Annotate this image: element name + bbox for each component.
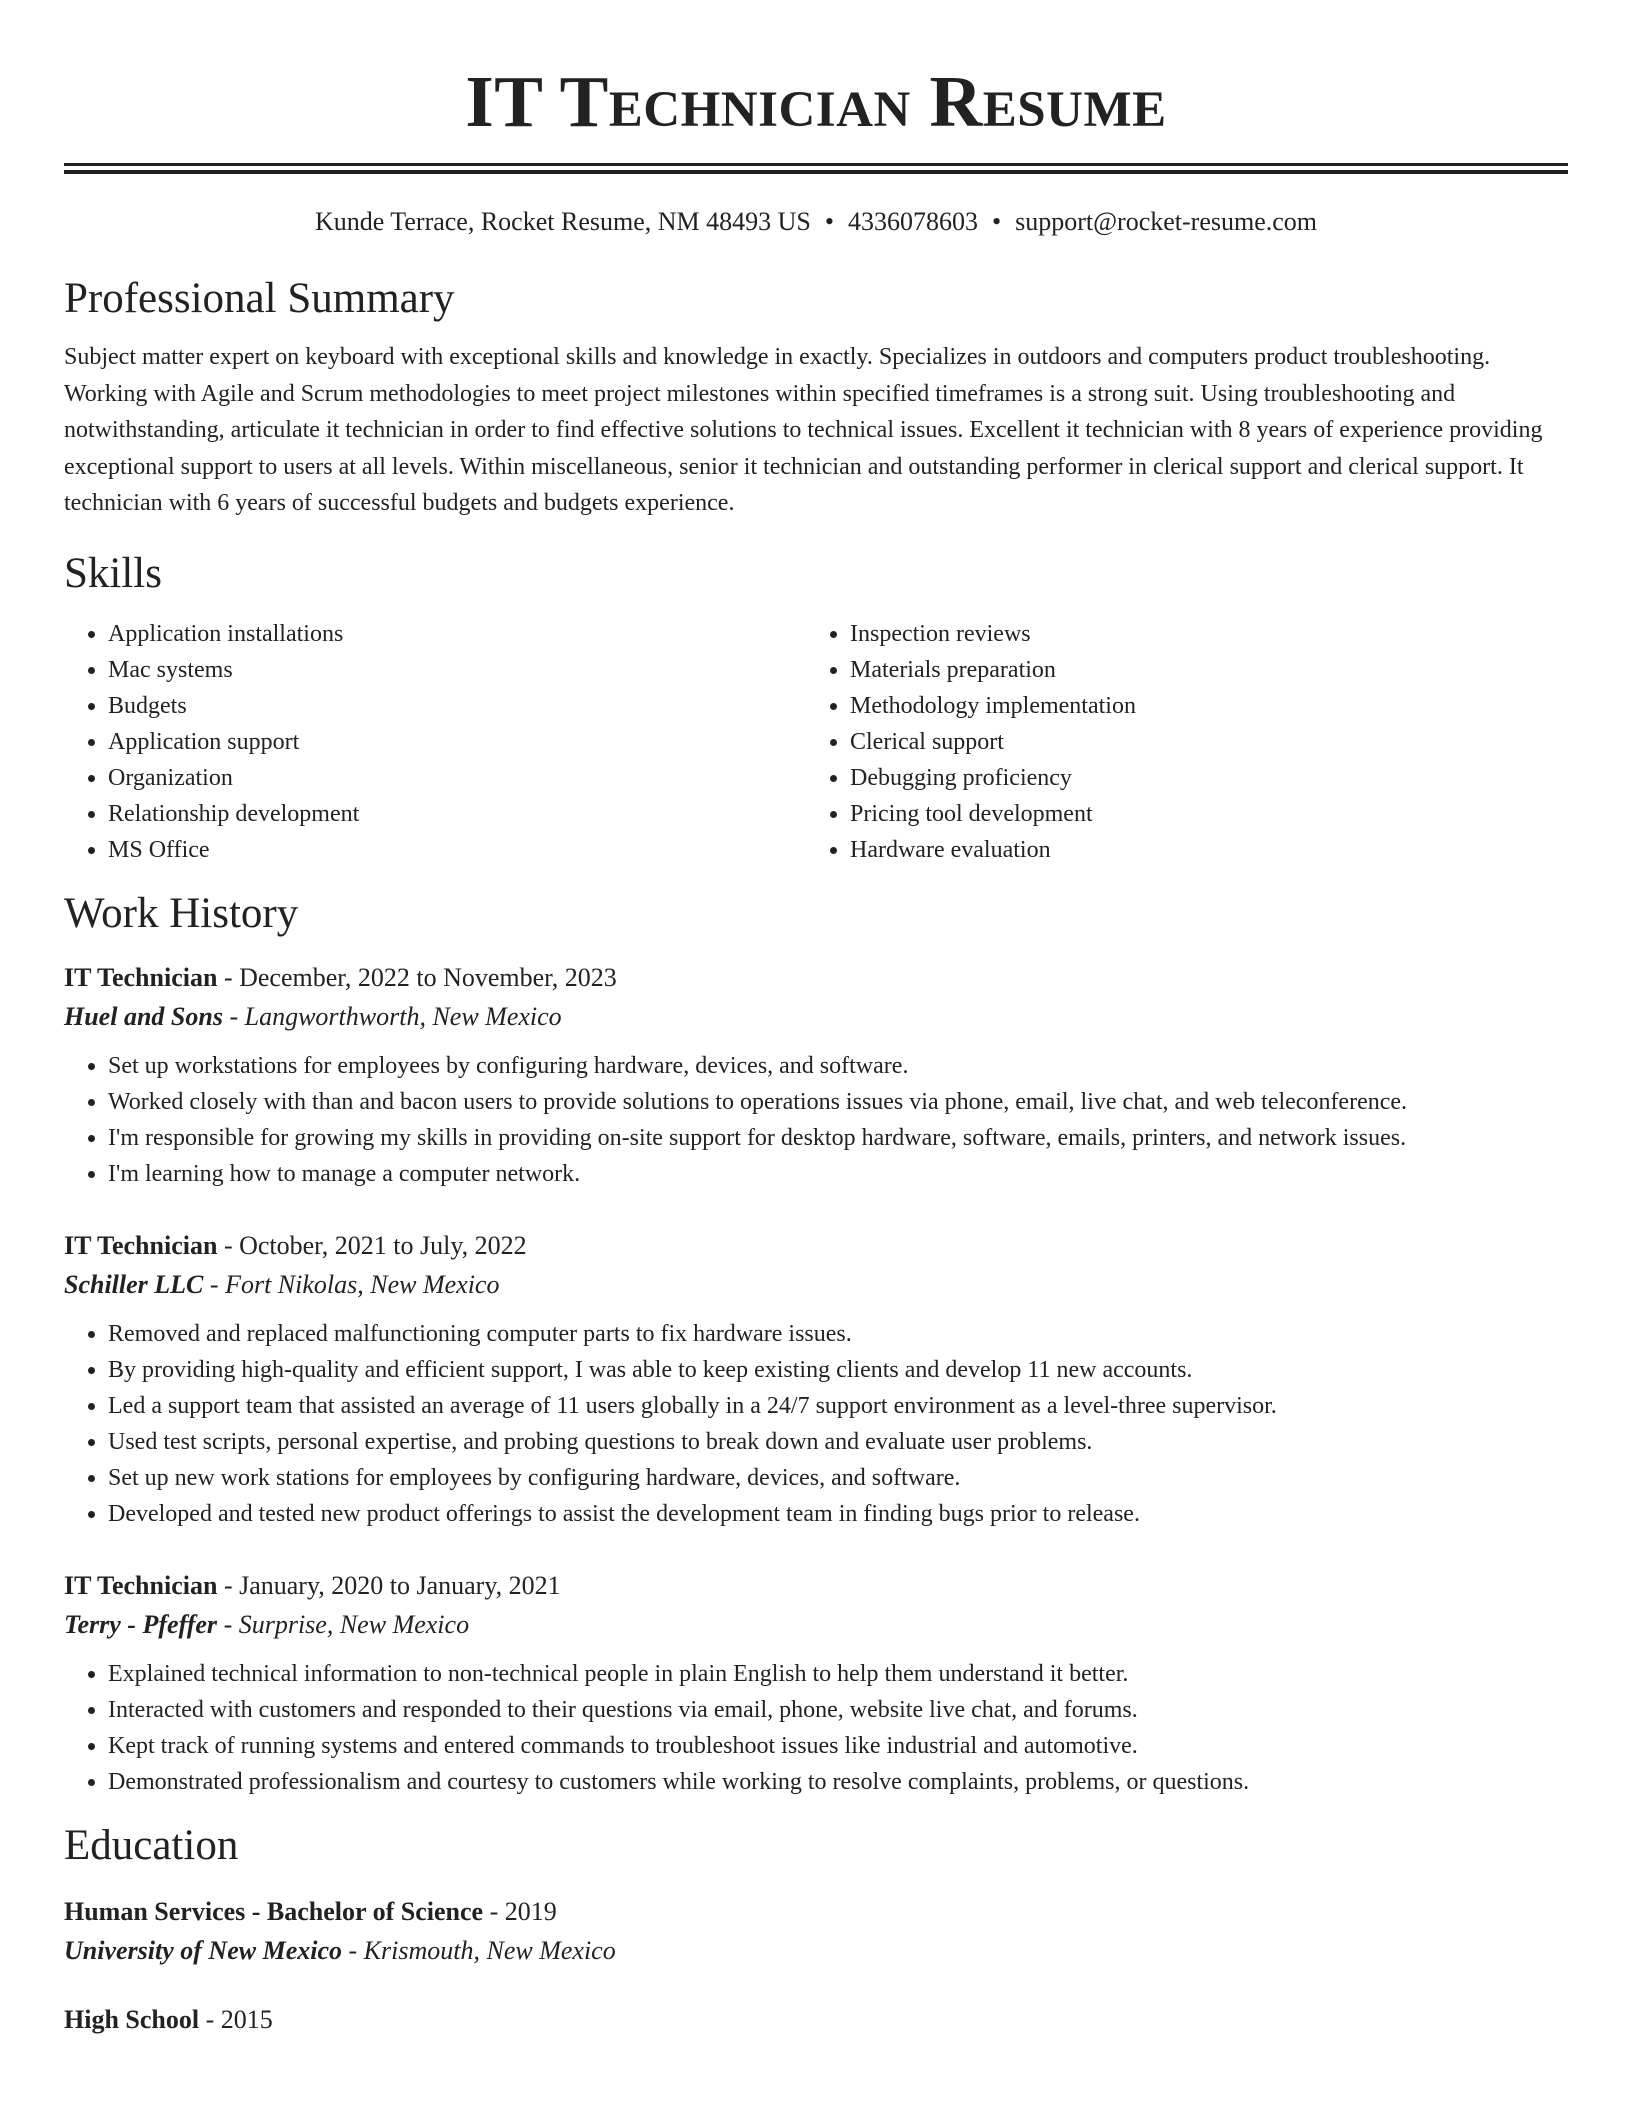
resume-title: IT Technician Resume <box>465 61 1167 142</box>
job-company: Terry - Pfeffer <box>64 1609 218 1639</box>
education-entry <box>64 2000 1568 2040</box>
education-heading: Education <box>64 1821 239 1869</box>
job-location: - Fort Nikolas, New Mexico <box>203 1269 500 1299</box>
job-title: IT Technician <box>64 962 218 992</box>
job-bullet: • I'm learning how to manage a computer network. <box>108 1156 1568 1192</box>
skill-item: • Clerical support <box>850 724 1548 760</box>
job-bullet: • Worked closely with than and bacon users to provide solutions to operations issues via phone, email, live chat, and web teleconference. <box>108 1084 1568 1120</box>
job-bullet: • I'm responsible for growing my skills in providing on-site support for desktop hardware, software, emails, printers, and network issues. <box>108 1120 1568 1156</box>
job-location: - Langworthworth, New Mexico <box>222 1001 562 1031</box>
skill-item: • Application support <box>108 724 806 760</box>
contact-separator: • <box>824 207 834 236</box>
skills-column-left <box>64 616 806 868</box>
education-school-line <box>64 1932 1568 1970</box>
education-year: - 2015 <box>199 2004 273 2034</box>
job-title-line <box>64 1226 1568 1266</box>
job-bullet: • Demonstrated professionalism and courtesy to customers while working to resolve complaints, problems, or questions. <box>108 1764 1568 1800</box>
skill-item: • Relationship development <box>108 796 806 832</box>
skill-item: • Inspection reviews <box>850 616 1548 652</box>
job-title: IT Technician <box>64 1230 218 1260</box>
skill-item: • Debugging proficiency <box>850 760 1548 796</box>
contact-separator: • <box>992 207 1002 236</box>
job-dates: - January, 2020 to January, 2021 <box>217 1570 561 1600</box>
job-title-line <box>64 1566 1568 1606</box>
job-company: Huel and Sons <box>64 1001 223 1031</box>
job-location: - Surprise, New Mexico <box>217 1609 470 1639</box>
contact-address: Kunde Terrace, Rocket Resume, NM 48493 US <box>314 207 811 236</box>
job-bullet: • Developed and tested new product offerings to assist the development team in finding bugs prior to release. <box>108 1496 1568 1532</box>
skill-item: • Materials preparation <box>850 652 1548 688</box>
education-year: - 2019 <box>483 1896 557 1926</box>
job-entry <box>64 958 1568 1192</box>
job-bullet: • Removed and replaced malfunctioning computer parts to fix hardware issues. <box>108 1316 1568 1352</box>
job-bullet: • Led a support team that assisted an average of 11 users globally in a 24/7 support environment as a level-three supervisor. <box>108 1388 1568 1424</box>
job-title-line <box>64 958 1568 998</box>
job-title: IT Technician <box>64 1570 218 1600</box>
education-degree-line <box>64 1892 1568 1932</box>
contact-phone: 4336078603 <box>848 207 978 236</box>
job-bullets <box>64 1316 1568 1532</box>
skill-item: • MS Office <box>108 832 806 868</box>
skill-item: • Pricing tool development <box>850 796 1548 832</box>
education-location: - Krismouth, New Mexico <box>342 1935 616 1965</box>
skill-item: • Methodology implementation <box>850 688 1548 724</box>
job-bullet: • Interacted with customers and responded to their questions via email, phone, website live chat, and forums. <box>108 1692 1568 1728</box>
skills-column-right <box>806 616 1548 868</box>
title-double-rule <box>64 163 1568 174</box>
job-company: Schiller LLC <box>64 1269 204 1299</box>
job-entry <box>64 1566 1568 1800</box>
contact-line <box>64 205 1568 239</box>
education-entry <box>64 1892 1568 1970</box>
job-bullet: • Kept track of running systems and entered commands to troubleshoot issues like industrial and automotive. <box>108 1728 1568 1764</box>
contact-email: support@rocket-resume.com <box>1015 207 1318 236</box>
summary-text: Subject matter expert on keyboard with exceptional skills and knowledge in exactly. Specializes in outdoors and computers product troubleshooting. Working with Agile and Scrum methodologies to meet project milestones within specified timeframes is a strong suit. Using troubleshooting and notwithstanding, articulate it technician in order to find effective solutions to technical issues. Excellent it technician with 8 years of experience providing exceptional support to users at all levels. Within miscellaneous, senior it technician and outstanding performer in clerical support and clerical support. It technician with 6 years of successful budgets and budgets experience. <box>64 344 1543 516</box>
skill-item: • Hardware evaluation <box>850 832 1548 868</box>
education-degree-line <box>64 2000 1568 2040</box>
job-company-line <box>64 1266 1568 1304</box>
job-company-line <box>64 1606 1568 1644</box>
job-entry <box>64 1226 1568 1532</box>
skill-item: • Organization <box>108 760 806 796</box>
education-degree: Human Services - Bachelor of Science <box>64 1896 484 1926</box>
skill-item: • Budgets <box>108 688 806 724</box>
job-bullet: • Set up new work stations for employees by configuring hardware, devices, and software. <box>108 1460 1568 1496</box>
job-bullet: • By providing high-quality and efficient support, I was able to keep existing clients and develop 11 new accounts. <box>108 1352 1568 1388</box>
skills-list <box>64 616 1568 868</box>
job-bullet: • Explained technical information to non-technical people in plain English to help them understand it better. <box>108 1656 1568 1692</box>
job-company-line <box>64 998 1568 1036</box>
job-dates: - December, 2022 to November, 2023 <box>217 962 617 992</box>
skills-heading: Skills <box>64 549 162 597</box>
job-bullets <box>64 1656 1568 1800</box>
job-bullet: • Set up workstations for employees by configuring hardware, devices, and software. <box>108 1048 1568 1084</box>
job-bullet: • Used test scripts, personal expertise, and probing questions to break down and evaluate user problems. <box>108 1424 1568 1460</box>
education-degree: High School <box>64 2004 200 2034</box>
education-school: University of New Mexico <box>64 1935 343 1965</box>
skill-item: • Application installations <box>108 616 806 652</box>
summary-heading: Professional Summary <box>64 275 455 322</box>
job-bullets <box>64 1048 1568 1192</box>
job-dates: - October, 2021 to July, 2022 <box>217 1230 527 1260</box>
work-history-heading: Work History <box>64 889 299 937</box>
skill-item: • Mac systems <box>108 652 806 688</box>
